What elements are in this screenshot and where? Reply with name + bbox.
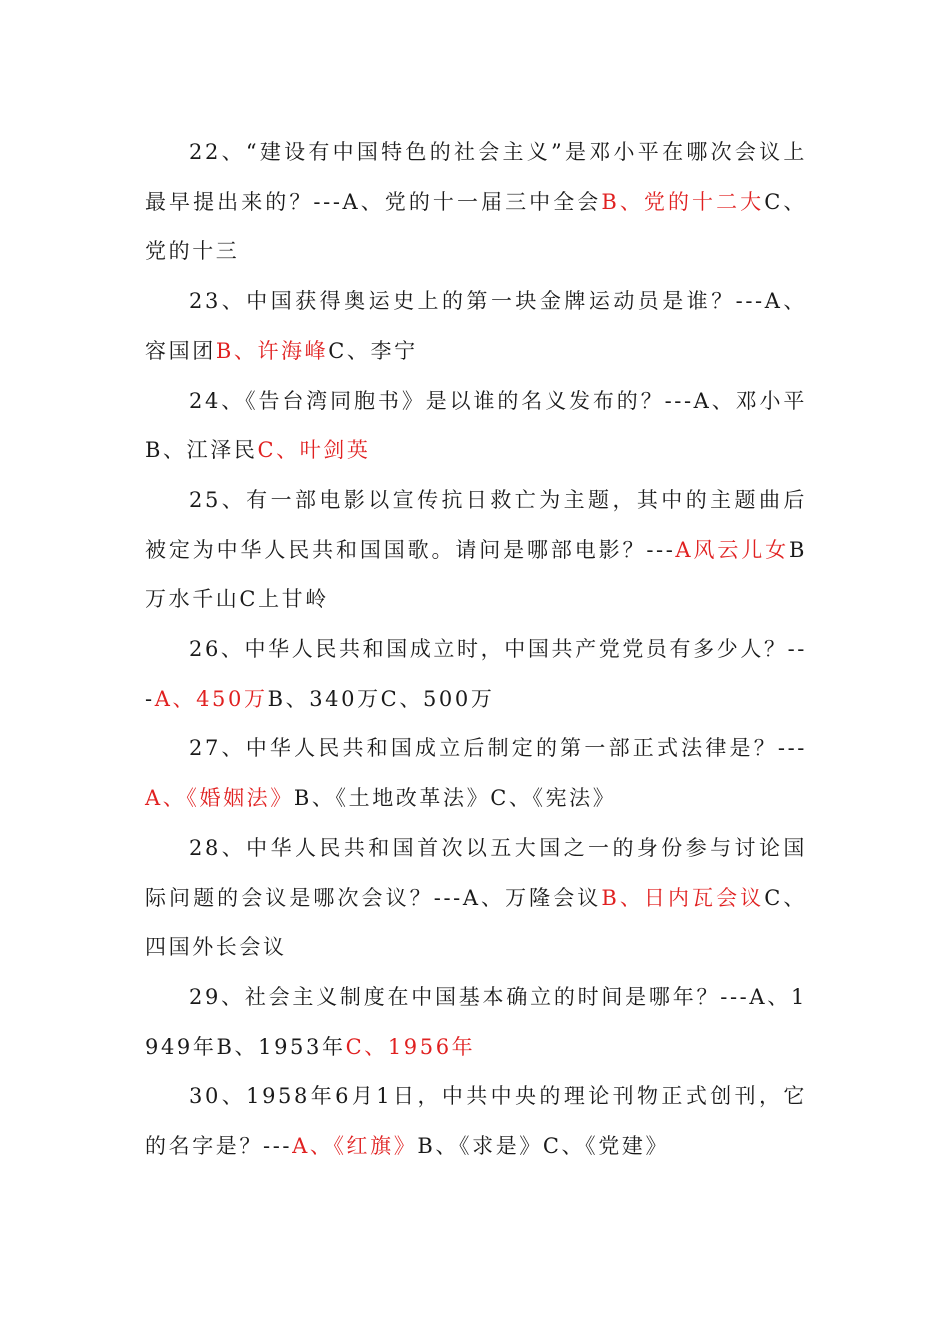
correct-answer: B、日内瓦会议 xyxy=(601,885,765,910)
question-text: B万水千山C上甘岭 xyxy=(145,537,807,612)
question-text: 30、1958年6月1日，中共中央的理论刊物正式创刊，它的名字是？--- xyxy=(145,1084,807,1159)
question-text: 23、中国获得奥运史上的第一块金牌运动员是谁？---A、容国团 xyxy=(145,289,807,363)
correct-answer: C、1956年 xyxy=(345,1034,476,1059)
correct-answer: A、《红旗》 xyxy=(292,1134,418,1159)
question-text: 25、有一部电影以宣传抗日救亡为主题，其中的主题曲后被定为中华人民共和国国歌。请问是哪部电影？--- xyxy=(145,487,807,562)
question-25 xyxy=(145,476,807,625)
question-28 xyxy=(145,824,807,973)
correct-answer: A风云儿女 xyxy=(675,537,789,562)
document-page xyxy=(145,128,807,1172)
question-24 xyxy=(145,377,807,476)
correct-answer: A、《婚姻法》 xyxy=(145,786,294,811)
question-29 xyxy=(145,973,807,1072)
question-text: 26、中华人民共和国成立时，中国共产党党员有多少人？--- xyxy=(145,637,807,711)
question-text: B、《土地改革法》C、《宪法》 xyxy=(293,786,617,811)
question-text: B、340万C、500万 xyxy=(267,686,495,711)
question-text: C、李宁 xyxy=(328,338,418,363)
question-22 xyxy=(145,128,807,277)
correct-answer: B、许海峰 xyxy=(215,338,329,363)
correct-answer: C、叶剑英 xyxy=(257,438,371,463)
question-text: 22、“建设有中国特色的社会主义”是邓小平在哪次会议上最早提出来的？---A、党的十一届三中全会 xyxy=(145,140,807,214)
question-text: 29、社会主义制度在中国基本确立的时间是哪年？---A、1949年B、1953年 xyxy=(145,984,807,1059)
question-text: 28、中华人民共和国首次以五大国之一的身份参与讨论国际问题的会议是哪次会议？---A、万隆会议 xyxy=(145,835,807,910)
correct-answer: B、党的十二大 xyxy=(601,189,765,214)
question-26 xyxy=(145,625,807,724)
correct-answer: A、450万 xyxy=(154,686,268,711)
question-27 xyxy=(145,724,807,823)
question-text: 27、中华人民共和国成立后制定的第一部正式法律是？--- xyxy=(189,736,807,761)
question-text: C、党的十三 xyxy=(145,189,807,264)
question-text: B、《求是》C、《党建》 xyxy=(417,1134,670,1159)
question-text: C、四国外长会议 xyxy=(145,885,807,960)
question-30 xyxy=(145,1072,807,1171)
question-23 xyxy=(145,277,807,376)
question-text: 24、《告台湾同胞书》是以谁的名义发布的？---A、邓小平B、江泽民 xyxy=(145,388,807,463)
